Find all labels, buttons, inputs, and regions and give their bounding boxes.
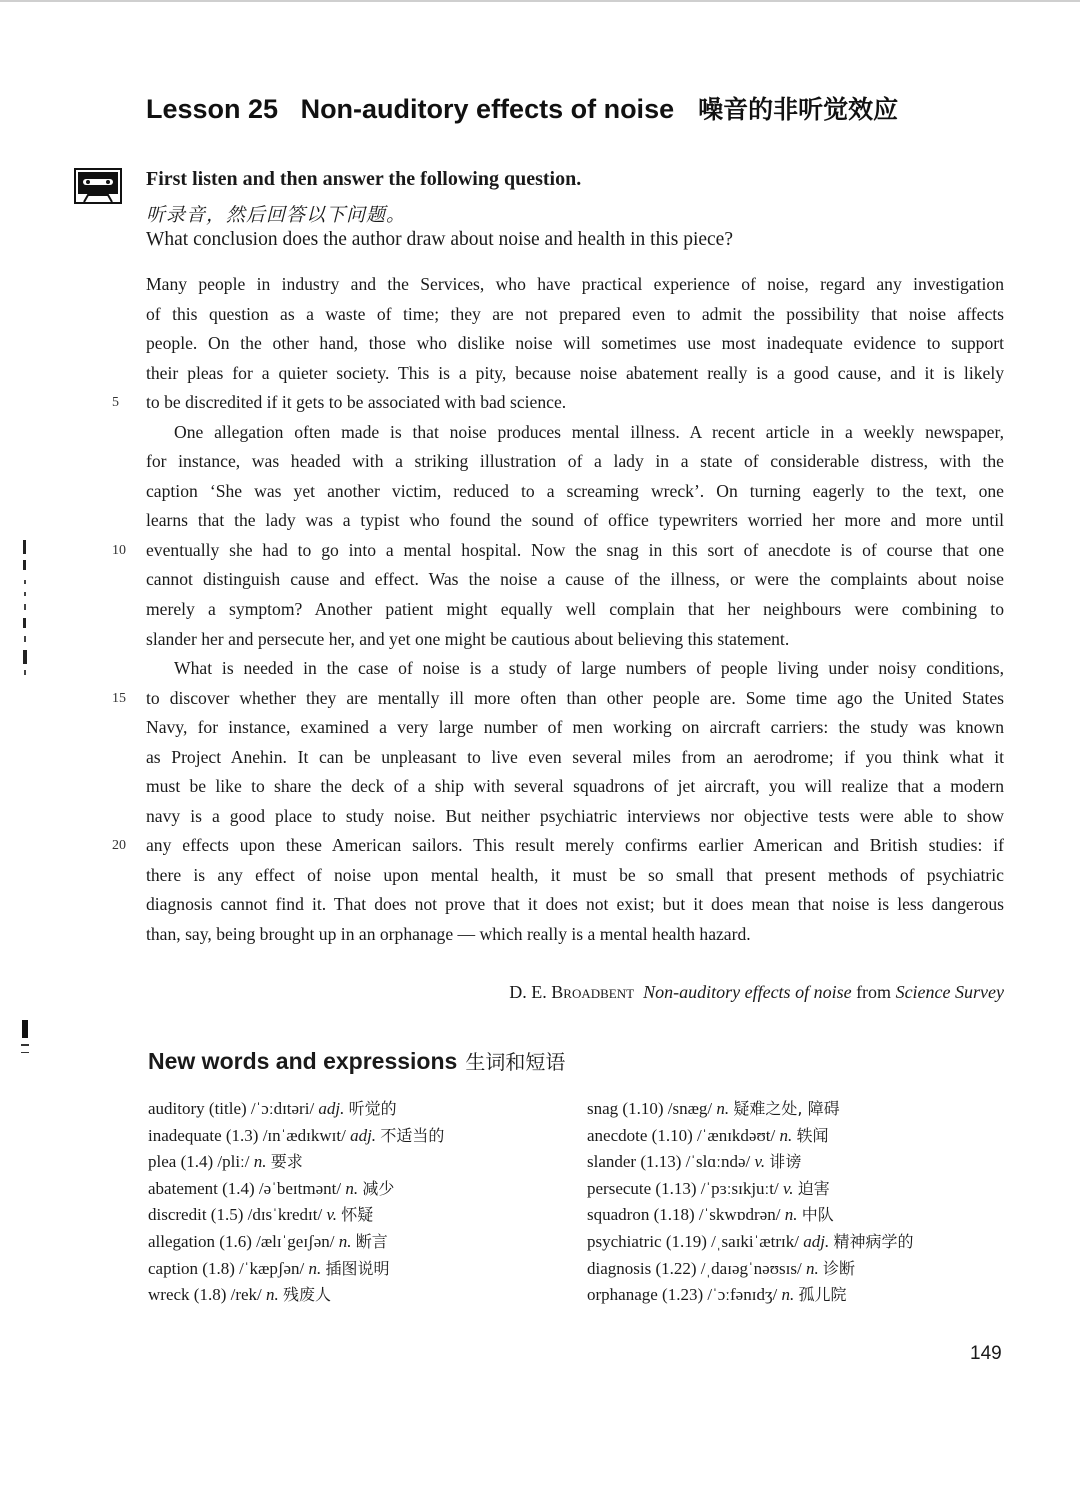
- vocabulary-entry: [587, 1229, 913, 1256]
- vocab-meaning: 听觉的: [348, 1099, 397, 1118]
- vocab-part-of-speech: n.: [338, 1231, 352, 1251]
- vocab-word: orphanage (1.23) /ˈɔːfənɪdʒ/: [587, 1285, 778, 1305]
- passage-line: [146, 447, 1004, 477]
- vocab-word: snag (1.10) /snæg/: [587, 1099, 713, 1118]
- vocabulary-entry: [587, 1123, 913, 1150]
- passage-line: [146, 595, 1004, 625]
- vocabulary-entry: [587, 1176, 913, 1203]
- vocab-meaning: 诊断: [822, 1258, 855, 1278]
- top-border: [0, 0, 1080, 2]
- vocab-part-of-speech: adj.: [803, 1231, 830, 1251]
- vocab-word: plea (1.4) /pliː/: [148, 1152, 250, 1172]
- passage-line-text: than, say, being brought up in an orphanage — which really is a mental health hazard.: [146, 924, 751, 945]
- vocab-word: discredit (1.5) /dɪsˈkredɪt/: [148, 1205, 323, 1225]
- vocab-word: inadequate (1.3) /ɪnˈædɪkwɪt/: [148, 1125, 346, 1145]
- vocabulary-entry: [148, 1149, 444, 1176]
- passage-line: [146, 300, 1004, 330]
- new-words-heading-en: New words and expressions: [148, 1048, 458, 1074]
- source-attribution: [509, 982, 1004, 1003]
- vocab-meaning: 怀疑: [341, 1205, 374, 1225]
- passage-line: [146, 477, 1004, 507]
- passage-line: [146, 890, 1004, 920]
- passage-line: [146, 506, 1004, 536]
- passage-line: [146, 743, 1004, 773]
- vocab-meaning: 要求: [270, 1152, 303, 1172]
- line-number: 5: [112, 395, 119, 411]
- passage-line-text: to discover whether they are mentally ill more often than other people are. Some time ago the United States: [146, 687, 1004, 708]
- passage-line: [112, 831, 1004, 861]
- instruction-line-zh: 听录音，然后回答以下问题。: [146, 204, 407, 226]
- vocab-part-of-speech: n.: [253, 1152, 267, 1172]
- vocabulary-entry: [587, 1256, 913, 1283]
- vocabulary-entry: [148, 1282, 444, 1309]
- passage-line: [146, 625, 1004, 655]
- passage-line-text: as Project Anehin. It can be unpleasant to live even several miles from an aerodrome; if you think what it: [146, 746, 1004, 767]
- vocab-part-of-speech: n.: [779, 1125, 793, 1145]
- vocab-meaning: 诽谤: [769, 1152, 802, 1172]
- lesson-title: [146, 90, 898, 126]
- margin-marks: [20, 540, 30, 680]
- passage-line: [112, 388, 1004, 418]
- vocab-meaning: 迫害: [797, 1178, 830, 1198]
- passage-line-text: diagnosis cannot find it. That does not prove that it does not exist; but it does mean that noise is less dangerous: [146, 894, 1004, 915]
- passage-line-text: learns that the lady was a typist who found the sound of office typewriters worried her more and more until: [146, 510, 1004, 531]
- reading-passage: [112, 270, 1004, 950]
- vocab-word: wreck (1.8) /rek/: [148, 1285, 262, 1305]
- passage-line: [146, 861, 1004, 891]
- passage-line-text: merely a symptom? Another patient might equally well complain that her neighbours were combining to: [146, 599, 1004, 620]
- vocab-part-of-speech: n.: [345, 1178, 359, 1198]
- passage-line-text: One allegation often made is that noise produces mental illness. A recent article in a weekly newspaper,: [174, 421, 1004, 442]
- passage-line: [146, 920, 1004, 950]
- passage-line: [146, 654, 1004, 684]
- passage-line-text: their pleas for a quieter society. This is a pity, because noise abatement really is a good cause, and it is likely: [146, 362, 1004, 383]
- passage-line-text: Many people in industry and the Services, who have practical experience of noise, regard any investigation: [146, 274, 1004, 294]
- vocabulary-column-right: [587, 1096, 913, 1309]
- author-initials: D. E.: [509, 982, 547, 1002]
- vocab-part-of-speech: v.: [326, 1205, 338, 1225]
- vocab-part-of-speech: n.: [266, 1285, 279, 1305]
- vocab-part-of-speech: n.: [784, 1205, 798, 1225]
- vocab-part-of-speech: n.: [716, 1099, 730, 1118]
- passage-line: [146, 802, 1004, 832]
- page-number: 149: [970, 1343, 1002, 1364]
- passage-line: [112, 684, 1004, 714]
- passage-line-text: for instance, was headed with a striking illustration of a lady in a state of considerable distress, with the: [146, 451, 1004, 472]
- vocab-part-of-speech: n.: [805, 1258, 819, 1278]
- passage-line-text: must be like to share the deck of a ship with several squadrons of jet aircraft, you will realize that a modern: [146, 776, 1004, 797]
- passage-line: [112, 536, 1004, 566]
- vocab-word: anecdote (1.10) /ˈænɪkdəʊt/: [587, 1125, 776, 1145]
- lesson-title-zh: 噪音的非听觉效应: [698, 95, 899, 124]
- cassette-tape-icon: [74, 168, 122, 204]
- vocab-part-of-speech: adj.: [318, 1099, 345, 1118]
- passage-line-text: slander her and persecute her, and yet one might be cautious about believing this statement.: [146, 628, 790, 649]
- passage-line: [146, 772, 1004, 802]
- vocab-meaning: 插图说明: [325, 1258, 390, 1278]
- passage-line-text: eventually she had to go into a mental hospital. Now the snag in this sort of anecdote is of course that one: [146, 539, 1004, 560]
- passage-line: [146, 359, 1004, 389]
- vocab-word: squadron (1.18) /ˈskwɒdrən/: [587, 1205, 781, 1225]
- lesson-title-en: Lesson 25 Non-auditory effects of noise: [146, 94, 675, 124]
- passage-line: [146, 565, 1004, 595]
- vocab-part-of-speech: n.: [781, 1285, 795, 1305]
- vocabulary-entry: [148, 1096, 444, 1123]
- vocab-part-of-speech: n.: [308, 1258, 322, 1278]
- passage-line: [146, 329, 1004, 359]
- new-words-heading-zh: 生词和短语: [465, 1050, 566, 1074]
- vocab-word: allegation (1.6) /ælɪˈgeɪʃən/: [148, 1231, 335, 1251]
- vocabulary-entry: [148, 1202, 444, 1229]
- line-number: 20: [112, 838, 126, 854]
- vocab-meaning: 中队: [801, 1205, 834, 1225]
- from-word: from: [856, 982, 892, 1002]
- vocabulary-entry: [587, 1096, 913, 1123]
- vocab-word: psychiatric (1.19) /ˌsaɪkiˈætrɪk/: [587, 1231, 799, 1251]
- vocab-meaning: 轶闻: [796, 1125, 829, 1145]
- passage-line-text: of this question as a waste of time; they are not prepared even to admit the possibility that noise affects: [146, 303, 1004, 324]
- margin-marks-lower: [20, 1020, 30, 1060]
- vocab-meaning: 断言: [355, 1231, 388, 1251]
- passage-line: [146, 270, 1004, 300]
- source-title: Science Survey: [895, 982, 1004, 1002]
- passage-line-text: What is needed in the case of noise is a study of large numbers of people living under noisy conditions,: [174, 658, 1004, 679]
- vocabulary-column-left: [148, 1096, 444, 1309]
- vocabulary-entry: [148, 1176, 444, 1203]
- vocabulary-entry: [587, 1282, 913, 1309]
- vocabulary-entry: [587, 1149, 913, 1176]
- passage-line-text: to be discredited if it gets to be associated with bad science.: [146, 392, 567, 413]
- vocab-word: abatement (1.4) /əˈbeɪtmənt/: [148, 1178, 342, 1198]
- vocab-word: slander (1.13) /ˈslɑːndə/: [587, 1152, 751, 1172]
- line-number: 15: [112, 690, 126, 706]
- vocab-word: diagnosis (1.22) /ˌdaɪəgˈnəʊsɪs/: [587, 1258, 802, 1278]
- passage-line-text: Navy, for instance, examined a very large number of men working on aircraft carriers: the study was known: [146, 717, 1004, 738]
- vocab-word: persecute (1.13) /ˈpɜːsɪkjuːt/: [587, 1178, 779, 1198]
- work-title: Non-auditory effects of noise: [643, 982, 852, 1002]
- passage-line-text: there is any effect of noise upon mental health, it must be so small that present methods of psychiatric: [146, 864, 1004, 885]
- vocab-meaning: 孤儿院: [798, 1285, 847, 1305]
- instruction-line: First listen and then answer the following question.: [146, 168, 582, 190]
- vocabulary-entry: [148, 1256, 444, 1283]
- vocab-part-of-speech: adj.: [350, 1125, 377, 1145]
- vocab-part-of-speech: v.: [782, 1178, 794, 1198]
- vocab-meaning: 残废人: [283, 1285, 332, 1305]
- passage-line-text: any effects upon these American sailors. This result merely confirms earlier American and British studies: if: [146, 835, 1004, 856]
- vocabulary-entry: [587, 1202, 913, 1229]
- vocab-meaning: 不适当的: [380, 1125, 445, 1145]
- vocab-meaning: 减少: [362, 1178, 395, 1198]
- new-words-heading: [148, 1046, 565, 1075]
- vocabulary-entry: [148, 1123, 444, 1150]
- passage-line-text: people. On the other hand, those who dislike noise will sometimes use most inadequate evidence to support: [146, 333, 1004, 354]
- vocab-word: auditory (title) /ˈɔːdɪtəri/: [148, 1099, 315, 1118]
- passage-line-text: navy is a good place to study noise. But neither psychiatric interviews nor objective tests were able to show: [146, 805, 1004, 826]
- vocab-word: caption (1.8) /ˈkæpʃən/: [148, 1258, 305, 1278]
- passage-line: [146, 418, 1004, 448]
- vocabulary-entry: [148, 1229, 444, 1256]
- author-surname: Broadbent: [551, 982, 635, 1002]
- vocab-meaning: 疑难之处, 障碍: [733, 1099, 840, 1118]
- passage-line-text: cannot distinguish cause and effect. Was the noise a cause of the illness, or were the complaints about noise: [146, 569, 1004, 590]
- line-number: 10: [112, 542, 126, 558]
- vocab-part-of-speech: v.: [754, 1152, 766, 1172]
- passage-line: [146, 713, 1004, 743]
- comprehension-question: What conclusion does the author draw about noise and health in this piece?: [146, 229, 733, 250]
- vocab-meaning: 精神病学的: [833, 1231, 914, 1251]
- passage-line-text: caption ‘She was yet another victim, reduced to a screaming wreck’. On turning eagerly to the text, one: [146, 480, 1004, 501]
